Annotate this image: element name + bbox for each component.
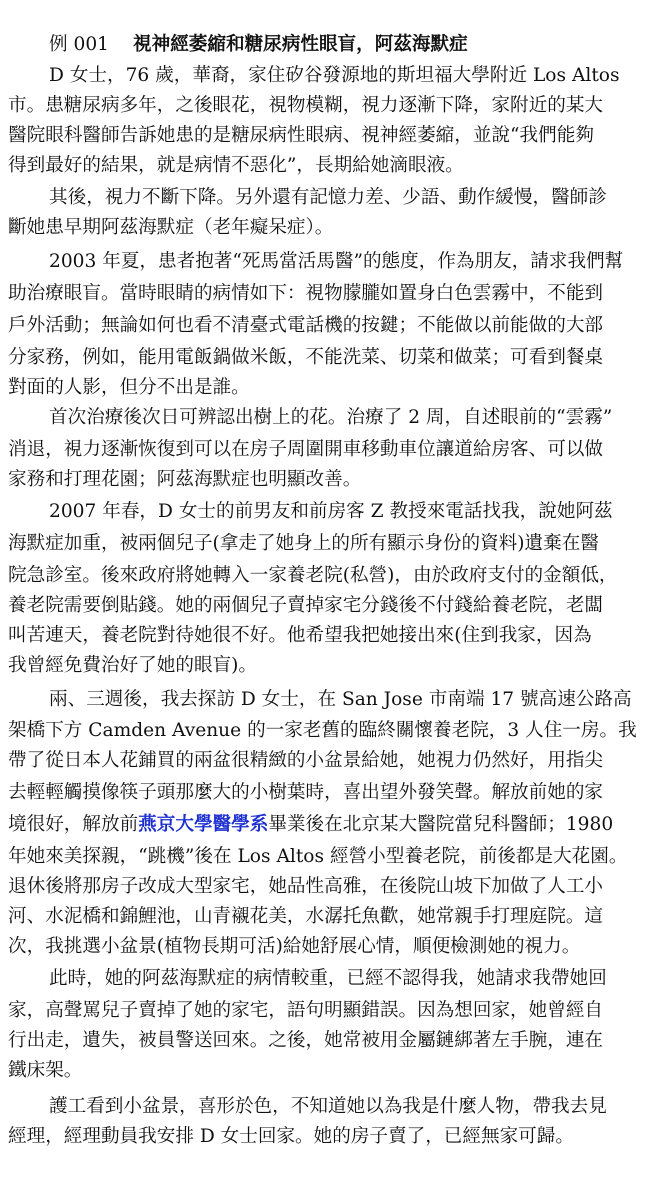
paragraph-1-line-2: 市。患糖尿病多年，之後眼花，視物模糊，視力逐漸下降，家附近的某大 bbox=[8, 95, 604, 116]
paragraph-2-line-2: 斷她患早期阿茲海默症（老年癡呆症）。 bbox=[8, 217, 334, 238]
paragraph-6-line-2: 架橋下方 Camden Avenue 的一家老舊的臨終關懷養老院，3 人住一房。我 bbox=[8, 720, 637, 741]
paragraph-3-line-1: 2003 年夏，患者抱著“死馬當活馬醫”的態度，作為朋友，請求我們幫 bbox=[49, 251, 624, 272]
paragraph-3-line-2: 助治療眼盲。當時眼睛的病情如下：視物朦朧如置身白色雲霧中，不能到 bbox=[8, 283, 604, 304]
paragraph-5-line-5: 叫苦連天，養老院對待她很不好。他希望我把她接出來(住到我家，因為 bbox=[8, 625, 592, 646]
paragraph-6-line-3: 帶了從日本人花鋪買的兩盆很精緻的小盆景給她，她視力仍然好，用指尖 bbox=[8, 750, 604, 771]
paragraph-8-line-1: 護工看到小盆景，喜形於色，不知道她以為我是什麼人物，帶我去見 bbox=[49, 1096, 607, 1117]
paragraph-5-line-4: 養老院需要倒貼錢。她的兩個兒子賣掉家宅分錢後不付錢給養老院，老闆 bbox=[8, 595, 604, 616]
paragraph-6-line-9: 次，我挑選小盆景(植物長期可活)給她舒展心情，順便檢測她的視力。 bbox=[8, 936, 581, 957]
paragraph-6-line-8: 河、水泥橋和錦鯉池，山青襯花美，水潺托魚歡，她常親手打理庭院。這 bbox=[8, 906, 604, 927]
paragraph-1-line-3: 醫院眼科醫師告訴她患的是糖尿病性眼病、視神經萎縮，並說“我們能夠 bbox=[8, 125, 594, 146]
paragraph-1-line-1: D 女士，76 歲，華裔，家住矽谷發源地的斯坦福大學附近 Los Altos bbox=[49, 65, 620, 86]
paragraph-4-line-3: 家務和打理花園；阿茲海默症也明顯改善。 bbox=[8, 469, 362, 490]
school-link[interactable]: 燕京大學醫學系 bbox=[138, 814, 269, 835]
paragraph-3-line-5: 對面的人影，但分不出是誰。 bbox=[8, 377, 250, 398]
case-title: 視神經萎縮和糖尿病性眼盲，阿茲海默症 bbox=[133, 34, 468, 55]
case-number: 例 001 bbox=[49, 34, 109, 55]
paragraph-5-line-3: 院急診室。後來政府將她轉入一家養老院(私營)，由於政府支付的金額低， bbox=[8, 565, 618, 586]
paragraph-1-line-4: 得到最好的結果，就是病情不惡化”，長期給她滴眼液。 bbox=[8, 155, 464, 176]
paragraph-7-line-2: 家，高聲罵兒子賣掉了她的家宅，語句明顯錯誤。因為想回家，她曾經自 bbox=[8, 1000, 604, 1021]
paragraph-5-line-6: 我曾經免費治好了她的眼盲)。 bbox=[8, 655, 257, 676]
link-line-before: 境很好，解放前 bbox=[8, 814, 139, 835]
paragraph-5-line-2: 海默症加重，被兩個兒子(拿走了她身上的所有顯示身份的資料)遺棄在醫 bbox=[8, 533, 599, 554]
paragraph-4-line-2: 消退，視力逐漸恢復到可以在房子周圍開車移動車位讓道給房客、可以做 bbox=[8, 439, 604, 460]
paragraph-7-line-3: 行出走，遺失，被員警送回來。之後，她常被用金屬鏈綁著左手腕，連在 bbox=[8, 1030, 604, 1051]
paragraph-6-line-4: 去輕輕觸摸像筷子頭那麼大的小樹葉時，喜出望外發笑聲。解放前她的家 bbox=[8, 782, 604, 803]
paragraph-6-line-5 bbox=[0, 810, 658, 840]
paragraph-6-line-6: 年她來美探親，“跳機”後在 Los Altos 經營小型養老院，前後都是大花園。 bbox=[8, 846, 628, 867]
paragraph-3-line-3: 戶外活動；無論如何也看不清臺式電話機的按鍵；不能做以前能做的大部 bbox=[8, 315, 604, 336]
paragraph-7-line-4: 鐵床架。 bbox=[8, 1060, 83, 1081]
paragraph-8-line-2: 經理，經理動員我安排 D 女士回家。她的房子賣了，已經無家可歸。 bbox=[8, 1126, 574, 1147]
paragraph-5-line-1: 2007 年春，D 女士的前男友和前房客 Z 教授來電話找我，說她阿茲 bbox=[49, 501, 613, 522]
paragraph-6-line-1: 兩、三週後，我去探訪 D 女士，在 San Jose 市南端 17 號高速公路高 bbox=[49, 689, 632, 710]
link-line-after: 畢業後在北京某大醫院當兒科醫師；1980 bbox=[268, 814, 614, 835]
paragraph-7-line-1: 此時，她的阿茲海默症的病情較重，已經不認得我，她請求我帶她回 bbox=[49, 968, 607, 989]
case-heading bbox=[49, 30, 658, 60]
paragraph-3-line-4: 分家務，例如，能用電飯鍋做米飯，不能洗菜、切菜和做菜；可看到餐桌 bbox=[8, 347, 604, 368]
paragraph-6-line-7: 退休後將那房子改成大型家宅，她品性高雅，在後院山坡下加做了人工小 bbox=[8, 876, 604, 897]
paragraph-4-line-1: 首次治療後次日可辨認出樹上的花。治療了 2 周，自述眼前的“雲霧” bbox=[49, 407, 613, 428]
paragraph-2-line-1: 其後，視力不斷下降。另外還有記憶力差、少語、動作緩慢，醫師診 bbox=[49, 187, 607, 208]
